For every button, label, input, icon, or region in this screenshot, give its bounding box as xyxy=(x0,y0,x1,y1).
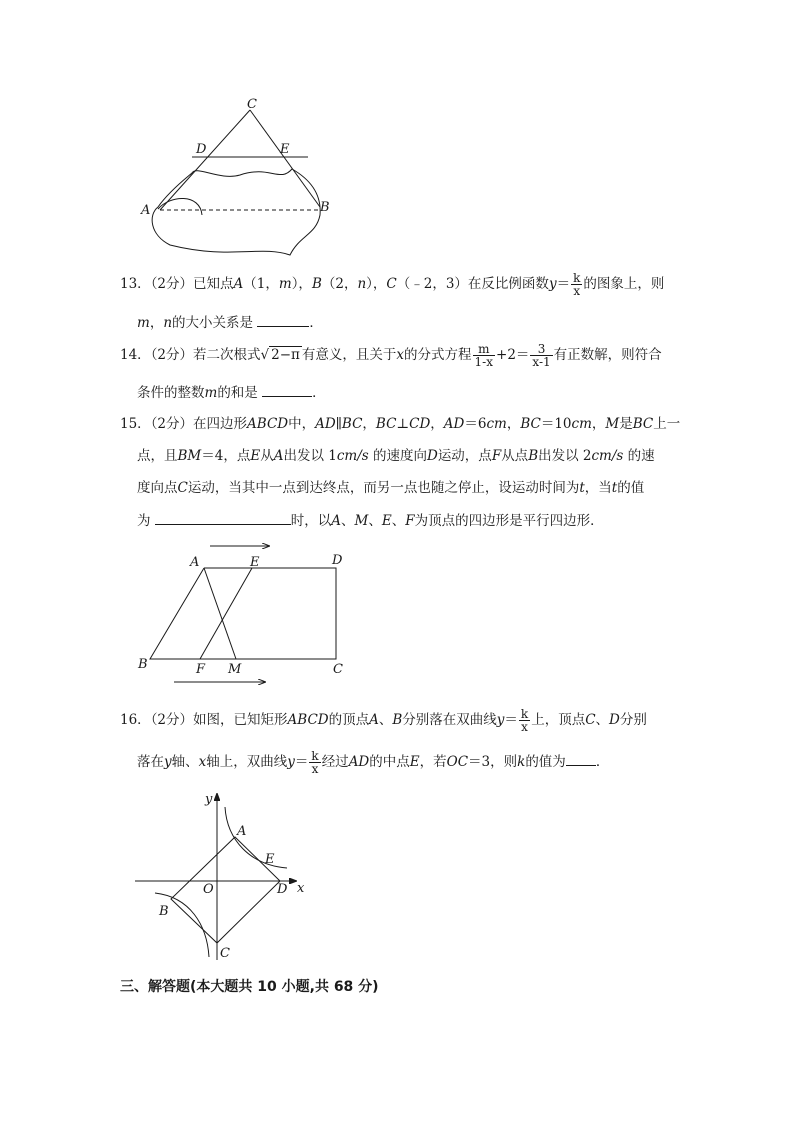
fig12-label-C: C xyxy=(247,97,257,112)
fig15-label-A: A xyxy=(190,555,200,570)
q13-answer-blank[interactable] xyxy=(257,312,309,327)
fig16-label-y: y xyxy=(205,792,213,807)
section3-heading: 三、解答题(本大题共 10 小题,共 68 分) xyxy=(120,979,379,995)
fig16-label-O: O xyxy=(203,882,214,897)
fig15-label-C: C xyxy=(333,662,343,677)
q15-line1: 15．（2分）在四边形ABCD中，AD∥BC，BC⊥CD，AD＝6cm，BC＝10cm，M是BC上一 xyxy=(120,416,681,432)
q16-answer-blank[interactable] xyxy=(566,751,596,766)
fig12-label-D: D xyxy=(196,142,207,157)
fig15-label-M: M xyxy=(228,662,242,677)
fig16-label-A: A xyxy=(237,824,247,839)
fig12-label-B: B xyxy=(320,200,330,215)
q15-line2: 点，且BM＝4，点E从A出发以 1cm/s 的速度向D运动，点F从点B出发以 2cm/s 的速 xyxy=(137,448,655,464)
fig15-label-B: B xyxy=(138,657,148,672)
figure-q16-hyperbola xyxy=(135,785,315,965)
q13-line1: 13．（2分）已知点A（1，m），B（2，n），C（﹣2，3）在反比例函数y＝ $\frac{k}{x}$ 的图象上，则 xyxy=(120,271,665,298)
q15-line4: 为 时，以A、M、E、F为顶点的四边形是平行四边形． xyxy=(137,510,604,531)
fig15-label-D: D xyxy=(332,553,343,568)
fig16-label-x: x xyxy=(297,881,305,896)
fig16-label-B: B xyxy=(159,904,169,919)
fig15-label-F: F xyxy=(196,662,206,677)
q14-answer-blank[interactable] xyxy=(262,382,312,397)
q16-line1: 16．（2分）如图，已知矩形ABCD的顶点A、B分别落在双曲线y＝ $\frac{k}{x}$ 上，顶点C、D分别 xyxy=(120,707,647,734)
q14-line2: 条件的整数m的和是 ． xyxy=(137,382,326,403)
q15-line3: 度向点C运动，当其中一点到达终点，而另一点也随之停止，设运动时间为t，当t的值 xyxy=(137,480,645,496)
q14-line1: 14．（2分）若二次根式√ 2−π 有意义，且关于x的分式方程 $\frac{m}{1-x}$ +2＝ $\frac{3}{x-1}$ 有正数解，则符合 xyxy=(120,342,662,369)
figure-q12-triangle xyxy=(130,95,350,265)
fig15-label-E: E xyxy=(250,555,260,570)
fig16-label-D: D xyxy=(277,882,288,897)
fig16-label-E: E xyxy=(265,852,275,867)
fig12-label-E: E xyxy=(280,142,290,157)
fig12-label-A: A xyxy=(141,203,151,218)
q13-line2: m，n的大小关系是 ． xyxy=(137,312,323,333)
fig16-label-C: C xyxy=(220,946,230,961)
q15-answer-blank[interactable] xyxy=(155,510,291,525)
q16-line2: 落在y轴、x轴上，双曲线y＝ $\frac{k}{x}$ 经过AD的中点E，若OC＝3，则k的值为 ． xyxy=(137,749,610,776)
figure-q15-quadrilateral xyxy=(130,538,360,693)
